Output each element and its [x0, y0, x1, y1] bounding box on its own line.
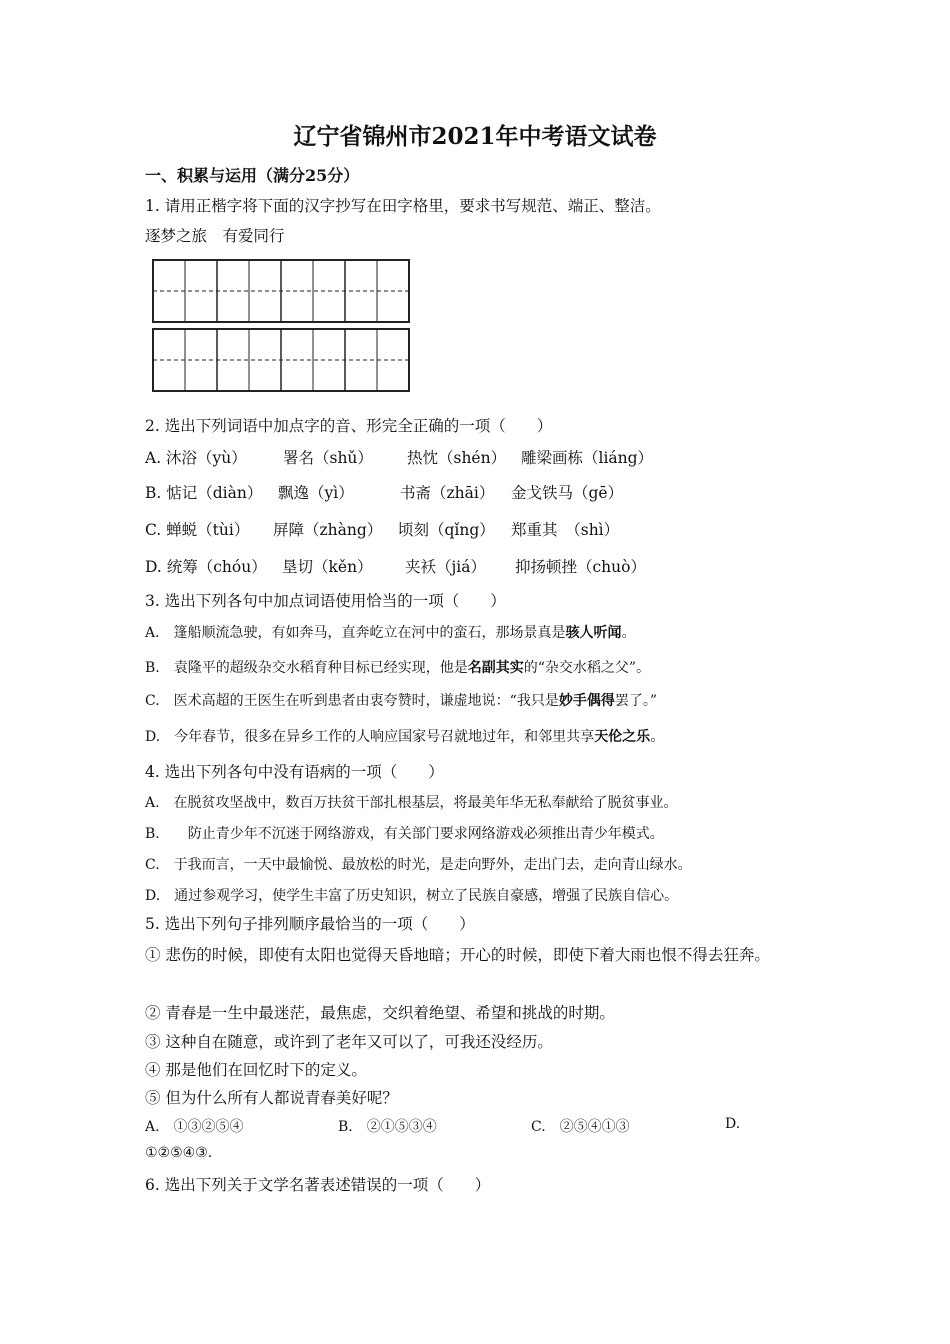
q4-option-a: A. 在脱贫攻坚战中，数百万扶贫干部扎根基层，将最美年华无私奉献给了脱贫事业。 — [145, 795, 678, 811]
q2-option-a-4: 雕梁画栋（liáng） — [521, 449, 654, 467]
q3-option-b-pre: B. 袁隆平的超级杂交水稻育种目标已经实现，他是 — [145, 660, 468, 676]
section-heading: 一、积累与运用（满分25分） — [145, 166, 360, 185]
q3-option-c-post: 罢了。” — [614, 693, 657, 709]
q5-sentence-3: ③ 这种自在随意，或许到了老年又可以了，可我还没经历。 — [145, 1033, 553, 1051]
q3-option-d-keyword: 天伦之乐 — [594, 729, 651, 745]
q2-option-d-3: 夹袄（jiá） — [405, 558, 487, 576]
q5-sentence-4: ④ 那是他们在回忆时下的定义。 — [145, 1061, 367, 1079]
q3-option-c — [145, 690, 657, 710]
q4-option-c: C. 于我而言，一天中最愉悦、最放松的时光，是走向野外，走出门去，走向青山绿水。 — [145, 857, 692, 873]
q2-option-a-2: 署名（shǔ） — [283, 449, 373, 467]
q5-sentence-1: ① 悲伤的时候，即使有太阳也觉得天昏地暗；开心的时候，即使下着大雨也恨不得去狂奔。 — [145, 946, 770, 964]
q3-option-a — [145, 622, 636, 642]
q4-prompt: 4. 选出下列各句中没有语病的一项（ ） — [145, 763, 444, 781]
q1-prompt: 1. 请用正楷字将下面的汉字抄写在田字格里，要求书写规范、端正、整洁。 — [145, 197, 661, 215]
q2-option-c-4: 郑重其 （shì） — [511, 521, 620, 539]
q3-option-a-pre: A. 篷船顺流急驶，有如奔马，直奔屹立在河中的蛮石，那场景真是 — [145, 625, 566, 641]
q2-option-d-4: 抑扬顿挫（chuò） — [515, 558, 646, 576]
q6-prompt: 6. 选出下列关于文学名著表述错误的一项（ ） — [145, 1176, 491, 1194]
q2-option-a-3: 热忱（shén） — [407, 449, 507, 467]
q3-option-b-post: 的“杂交水稻之父”。 — [523, 660, 651, 676]
q3-option-d-post: 。 — [650, 729, 665, 745]
q2-prompt: 2. 选出下列词语中加点字的音、形完全正确的一项（ ） — [145, 417, 553, 435]
q1-text: 逐梦之旅 有爱同行 — [145, 227, 285, 245]
q2-option-c-3: 顷刻（qǐng） — [398, 521, 495, 539]
q3-option-c-pre: C. 医术高超的王医生在听到患者由衷夸赞时，谦虚地说：“我只是 — [145, 693, 559, 709]
q5-option-a: A. ①③②⑤④ — [145, 1119, 244, 1135]
q2-option-d-2: 垦切（kěn） — [282, 558, 373, 576]
q2-option-d-1: D. 统筹（chóu） — [145, 558, 267, 576]
q5-sentence-2: ② 青春是一生中最迷茫，最焦虑，交织着绝望、希望和挑战的时期。 — [145, 1004, 615, 1022]
q3-option-b-keyword: 名副其实 — [467, 660, 524, 676]
q5-sentence-5: ⑤ 但为什么所有人都说青春美好呢？ — [145, 1089, 398, 1107]
tianzi-grid-row-1[interactable] — [152, 259, 412, 325]
q3-option-a-post: 。 — [621, 625, 636, 641]
q4-option-d: D. 通过参观学习，使学生丰富了历史知识，树立了民族自豪感，增强了民族自信心。 — [145, 888, 679, 904]
q5-option-d-label: D. — [725, 1116, 741, 1132]
q4-option-b: B. 防止青少年不沉迷于网络游戏，有关部门要求网络游戏必须推出青少年模式。 — [145, 826, 664, 842]
q3-prompt: 3. 选出下列各句中加点词语使用恰当的一项（ ） — [145, 592, 506, 610]
q3-option-d — [145, 726, 664, 746]
q2-option-c-2: 屏障（zhàng） — [273, 521, 383, 539]
q3-option-a-keyword: 骇人听闻 — [565, 625, 622, 641]
q3-option-b — [145, 657, 650, 677]
tianzi-grid-row-2[interactable] — [152, 328, 412, 394]
q2-option-b-1: B. 惦记（diàn） — [145, 484, 263, 502]
q3-option-d-pre: D. 今年春节，很多在异乡工作的人响应国家号召就地过年，和邻里共享 — [145, 729, 595, 745]
q5-option-d-value: ①②⑤④③. — [145, 1145, 213, 1161]
q2-option-c-1: C. 蝉蜕（tùi） — [145, 521, 250, 539]
page-title: 辽宁省锦州市2021年中考语文试卷 — [293, 123, 657, 150]
q2-option-b-2: 飘逸（yì） — [278, 484, 354, 502]
q5-option-b: B. ②①⑤③④ — [338, 1119, 437, 1135]
q5-prompt: 5. 选出下列句子排列顺序最恰当的一项（ ） — [145, 915, 475, 933]
q5-option-c: C. ②⑤④①③ — [531, 1119, 630, 1135]
q3-option-c-keyword: 妙手偶得 — [558, 693, 615, 709]
q2-option-a-1: A. 沐浴（yù） — [145, 449, 247, 467]
q2-option-b-3: 书斋（zhāi） — [400, 484, 495, 502]
q2-option-b-4: 金戈铁马（gē） — [511, 484, 624, 502]
